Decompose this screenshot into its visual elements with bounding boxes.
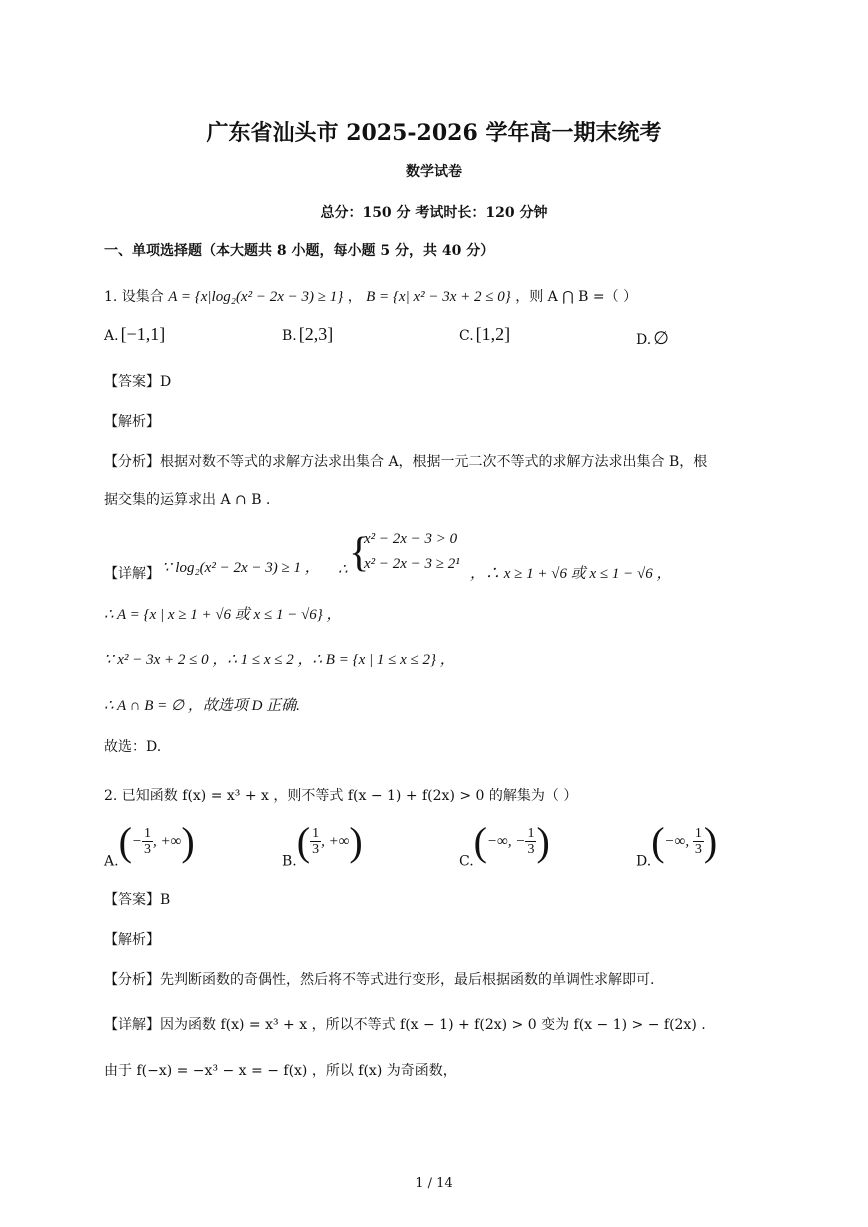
q1-analysis-line2: 据交集的运算求出 A ∩ B . xyxy=(104,492,271,508)
q1-system-line-1: x² − 2x − 3 > 0 xyxy=(364,531,458,547)
q1-set-b: B = {x| x² − 3x + 2 ≤ 0} xyxy=(366,289,511,305)
q1-set-a: A = {x|log₂(x² − 2x − 3) ≥ 1} xyxy=(168,289,344,305)
system-brace-icon: { xyxy=(349,530,370,576)
page-subtitle: 数学试卷 xyxy=(406,164,462,180)
question-1-stem xyxy=(104,286,637,306)
q1-tail: ，则 A ⋂ B =（ ） xyxy=(515,289,638,305)
q2-jiexi-label: 【解析】 xyxy=(104,932,160,948)
section-heading: 一、单项选择题（本大题共 8 小题，每小题 5 分，共 40 分） xyxy=(104,243,495,259)
q2-option-a: A.(− $\frac{1}{3}$ , +∞) xyxy=(104,819,195,870)
q1-prefix: 1. 设集合 xyxy=(104,289,164,305)
q1-line-c: ∴ A ∩ B = ∅ ，故选项 D 正确. xyxy=(104,698,300,714)
page-title: 广东省汕头市 2025-2026 学年高一期末统考 xyxy=(206,120,662,146)
q1-analysis-line1: 【分析】根据对数不等式的求解方法求出集合 A，根据一元二次不等式的求解方法求出集合 B，根 xyxy=(104,454,708,470)
q2-option-b: B.( $\frac{1}{3}$ , +∞) xyxy=(282,819,363,870)
q1-option-c: C. [1,2] xyxy=(459,324,511,344)
q1-detail-condition: ∵ log₂(x² − 2x − 3) ≥ 1 ， xyxy=(162,560,320,576)
q2-detail-1: 【详解】因为函数 f(x) = x³ + x ，所以不等式 f(x − 1) + f(2x) > 0 变为 f(x − 1) > − f(2x) . xyxy=(104,1017,706,1033)
exam-meta: 总分：150 分 考试时长：120 分钟 xyxy=(320,205,548,221)
q1-option-d: D. ∅ xyxy=(636,328,669,348)
q2-answer: 【答案】B xyxy=(104,892,171,908)
q1-option-a: A. [−1,1] xyxy=(104,324,166,344)
q1-system-line-2: x² − 2x − 3 ≥ 2¹ xyxy=(364,556,460,572)
q1-option-b: B. [2,3] xyxy=(282,324,334,344)
q1-line-b: ∵ x² − 3x + 2 ≤ 0 ，∴ 1 ≤ x ≤ 2 ，∴ B = {x | 1 ≤ x ≤ 2} ， xyxy=(104,652,455,668)
q1-choose: 故选：D. xyxy=(104,739,162,755)
q1-sep: ， xyxy=(347,289,362,305)
q1-line-a: ∴ A = {x | x ≥ 1 + √6 或 x ≤ 1 − √6} ， xyxy=(104,607,342,623)
q1-detail-result: ，∴ x ≥ 1 + √6 或 x ≤ 1 − √6 ， xyxy=(470,566,672,582)
q1-detail-label: 【详解】 xyxy=(104,566,160,582)
q1-answer: 【答案】D xyxy=(104,374,172,390)
q2-analysis: 【分析】先判断函数的奇偶性，然后将不等式进行变形，最后根据函数的单调性求解即可. xyxy=(104,972,655,988)
q2-option-c: C.(−∞, − $\frac{1}{3}$ ) xyxy=(459,819,550,870)
page-number: 1 / 14 xyxy=(415,1176,453,1191)
q1-jiexi-label: 【解析】 xyxy=(104,414,160,430)
q2-detail-2: 由于 f(−x) = −x³ − x = − f(x) ，所以 f(x) 为奇函数， xyxy=(104,1063,457,1079)
q1-therefore: ∴ xyxy=(338,562,348,578)
question-2-stem: 2. 已知函数 f(x) = x³ + x ，则不等式 f(x − 1) + f(2x) > 0 的解集为（ ） xyxy=(104,788,578,804)
q2-option-d: D.(−∞, $\frac{1}{3}$ ) xyxy=(636,819,718,870)
